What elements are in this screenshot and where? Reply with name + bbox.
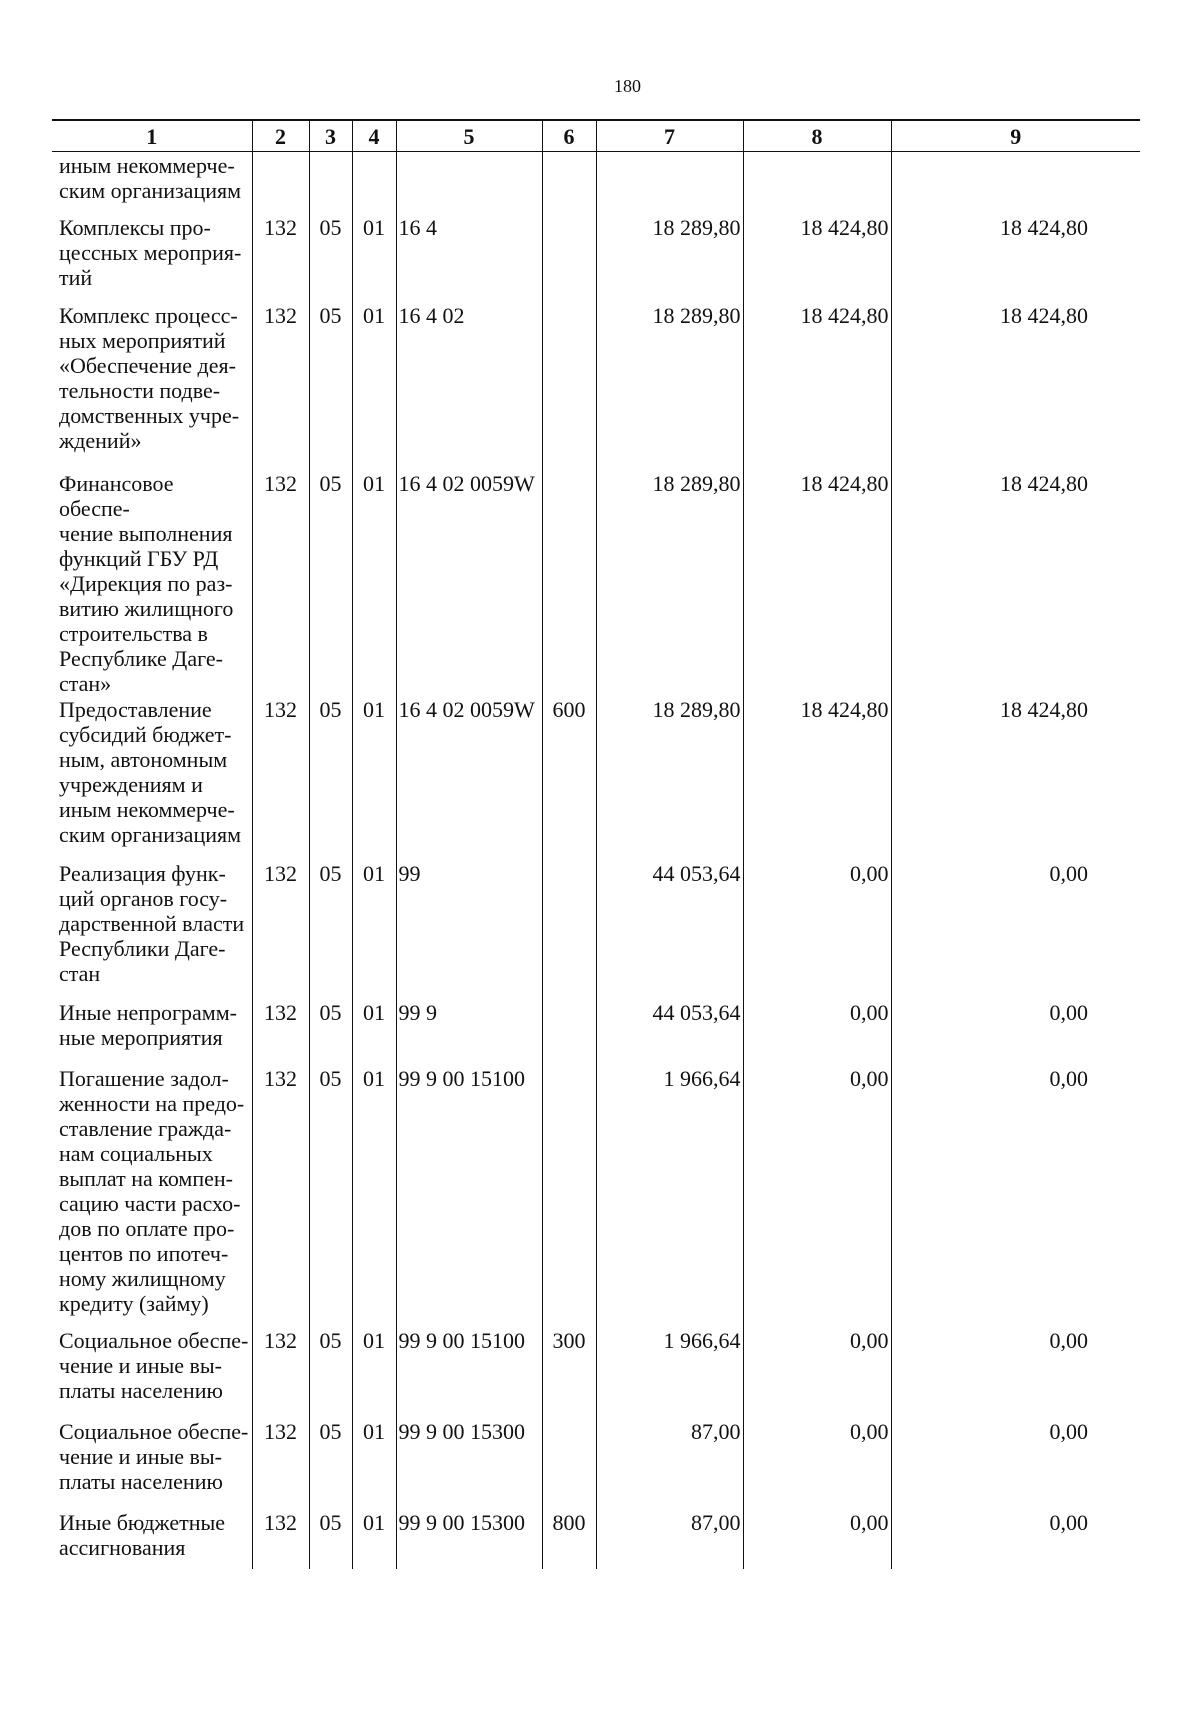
table-row	[52, 860, 1140, 999]
table-row	[52, 1065, 1140, 1327]
cell-col-7: 87,00	[596, 1509, 743, 1569]
cell-col-8: 0,00	[743, 860, 891, 999]
cell-col-2: 132	[252, 1327, 309, 1418]
cell-col-5: 16 4	[396, 214, 542, 302]
cell-col-2: 132	[252, 696, 309, 860]
cell-col-9: 0,00	[891, 1327, 1140, 1418]
cell-col-6	[542, 1065, 596, 1327]
row-name: Социальное обеспе- чение и иные вы- платы населению	[59, 1327, 249, 1403]
cell-col-5: 99 9 00 15300	[396, 1509, 542, 1569]
table-row	[52, 1418, 1140, 1509]
cell-col-6	[542, 1418, 596, 1509]
table-row	[52, 999, 1140, 1065]
cell-col-8: 18 424,80	[743, 696, 891, 860]
cell-col-2: 132	[252, 1509, 309, 1569]
header-row	[52, 120, 1140, 152]
cell-col-7: 18 289,80	[596, 696, 743, 860]
header-col-7: 7	[596, 120, 743, 152]
cell-col-9: 0,00	[891, 999, 1140, 1065]
header-col-9: 9	[891, 120, 1140, 152]
cell-col-9: 18 424,80	[891, 302, 1140, 470]
cell-col-8: 0,00	[743, 1418, 891, 1509]
row-name: Погашение задол- женности на предо- ставление гражда- нам социальных выплат на компен- сацию части расхо- дов по оплате про- центов по ипотеч- ному жилищному кредиту (займу)	[59, 1065, 245, 1316]
row-name: Комплексы про- цессных мероприя- тий	[59, 214, 242, 290]
row-name: Иные бюджетные ассигнования	[59, 1509, 226, 1560]
budget-table	[52, 119, 1140, 1569]
cell-col-7: 18 289,80	[596, 214, 743, 302]
cell-col-9: 18 424,80	[891, 214, 1140, 302]
cell-col-7: 1 966,64	[596, 1065, 743, 1327]
cell-col-5: 16 4 02 0059W	[396, 470, 542, 696]
cell-col-3: 05	[309, 302, 352, 470]
row-name: Реализация функ- ций органов госу- дарственной власти Республики Даге- стан	[59, 860, 245, 986]
cell-col-9	[891, 152, 1140, 214]
cell-col-4: 01	[352, 302, 396, 470]
cell-col-5: 16 4 02 0059W	[396, 696, 542, 860]
cell-col-7: 44 053,64	[596, 860, 743, 999]
header-col-4: 4	[352, 120, 396, 152]
cell-col-7	[596, 152, 743, 214]
cell-col-9: 0,00	[891, 1418, 1140, 1509]
table-row	[52, 214, 1140, 302]
cell-col-3	[309, 152, 352, 214]
cell-col-4: 01	[352, 1418, 396, 1509]
cell-col-9: 0,00	[891, 1509, 1140, 1569]
cell-col-2: 132	[252, 214, 309, 302]
cell-col-3: 05	[309, 214, 352, 302]
cell-col-6: 300	[542, 1327, 596, 1418]
cell-col-9: 0,00	[891, 1065, 1140, 1327]
cell-col-5: 99 9	[396, 999, 542, 1065]
table-row	[52, 302, 1140, 470]
cell-col-4: 01	[352, 1065, 396, 1327]
cell-col-9: 0,00	[891, 860, 1140, 999]
cell-col-4: 01	[352, 1327, 396, 1418]
cell-col-6: 800	[542, 1509, 596, 1569]
cell-col-5: 16 4 02	[396, 302, 542, 470]
header-col-6: 6	[542, 120, 596, 152]
cell-col-2: 132	[252, 1418, 309, 1509]
table-row	[52, 696, 1140, 860]
cell-col-8: 0,00	[743, 1327, 891, 1418]
cell-col-5	[396, 152, 542, 214]
cell-col-8: 18 424,80	[743, 302, 891, 470]
header-col-8: 8	[743, 120, 891, 152]
table-row	[52, 152, 1140, 214]
page-number: 180	[614, 76, 641, 96]
cell-col-2: 132	[252, 860, 309, 999]
cell-col-9: 18 424,80	[891, 696, 1140, 860]
cell-col-6	[542, 302, 596, 470]
cell-col-5: 99 9 00 15100	[396, 1327, 542, 1418]
cell-col-4: 01	[352, 999, 396, 1065]
cell-col-5: 99 9 00 15300	[396, 1418, 542, 1509]
cell-col-6	[542, 470, 596, 696]
cell-col-5: 99	[396, 860, 542, 999]
row-name: Предоставление субсидий бюджет- ным, автономным учреждениям и иным некоммерче- ским организациям	[59, 696, 242, 847]
cell-col-3: 05	[309, 999, 352, 1065]
cell-col-7: 44 053,64	[596, 999, 743, 1065]
cell-col-2: 132	[252, 302, 309, 470]
cell-col-6	[542, 214, 596, 302]
header-col-5: 5	[396, 120, 542, 152]
cell-col-3: 05	[309, 470, 352, 696]
cell-col-4: 01	[352, 860, 396, 999]
cell-col-8: 0,00	[743, 1065, 891, 1327]
cell-col-2	[252, 152, 309, 214]
row-name: Социальное обеспе- чение и иные вы- платы населению	[59, 1418, 249, 1494]
cell-col-8: 18 424,80	[743, 470, 891, 696]
header-col-3: 3	[309, 120, 352, 152]
cell-col-9: 18 424,80	[891, 470, 1140, 696]
table-body	[52, 152, 1140, 1569]
cell-col-7: 18 289,80	[596, 302, 743, 470]
table-header	[52, 120, 1140, 152]
cell-col-7: 87,00	[596, 1418, 743, 1509]
header-col-2: 2	[252, 120, 309, 152]
cell-col-6: 600	[542, 696, 596, 860]
cell-col-8: 0,00	[743, 999, 891, 1065]
cell-col-3: 05	[309, 1327, 352, 1418]
row-name: иным некоммерче- ским организациям	[59, 153, 242, 203]
cell-col-3: 05	[309, 1065, 352, 1327]
cell-col-3: 05	[309, 1418, 352, 1509]
cell-col-7: 1 966,64	[596, 1327, 743, 1418]
row-name: Финансовое обеспе- чение выполнения функций ГБУ РД «Дирекция по раз- витию жилищного строительства в Республике Даге- стан»	[59, 470, 234, 696]
cell-col-8: 0,00	[743, 1509, 891, 1569]
cell-col-4: 01	[352, 214, 396, 302]
cell-col-8	[743, 152, 891, 214]
cell-col-2: 132	[252, 470, 309, 696]
cell-col-5: 99 9 00 15100	[396, 1065, 542, 1327]
cell-col-4	[352, 152, 396, 214]
table-row	[52, 470, 1140, 696]
cell-col-2: 132	[252, 999, 309, 1065]
cell-col-3: 05	[309, 860, 352, 999]
cell-col-3: 05	[309, 1509, 352, 1569]
cell-col-4: 01	[352, 470, 396, 696]
cell-col-4: 01	[352, 1509, 396, 1569]
table-row	[52, 1509, 1140, 1569]
cell-col-6	[542, 152, 596, 214]
header-col-1: 1	[52, 120, 252, 152]
cell-col-6	[542, 999, 596, 1065]
row-name: Иные непрограмм- ные мероприятия	[59, 999, 237, 1050]
row-name: Комплекс процесс- ных мероприятий «Обеспечение дея- тельности подве- домственных учре- ждений»	[59, 302, 240, 453]
cell-col-2: 132	[252, 1065, 309, 1327]
cell-col-6	[542, 860, 596, 999]
table-row	[52, 1327, 1140, 1418]
cell-col-3: 05	[309, 696, 352, 860]
cell-col-8: 18 424,80	[743, 214, 891, 302]
cell-col-7: 18 289,80	[596, 470, 743, 696]
cell-col-4: 01	[352, 696, 396, 860]
